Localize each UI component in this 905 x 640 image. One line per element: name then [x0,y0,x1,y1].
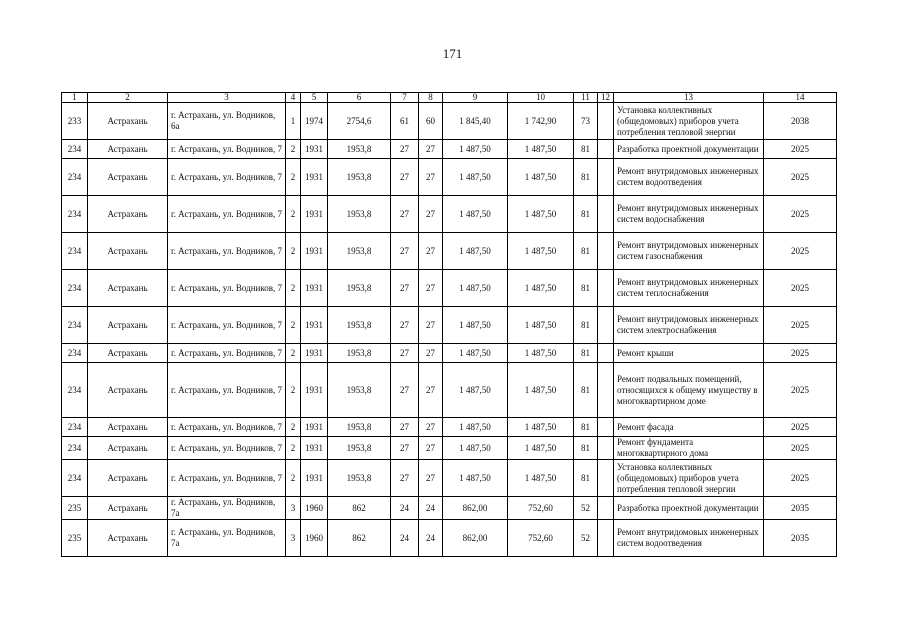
cell-address: г. Астрахань, ул. Водников, 7 [168,140,286,159]
cell-work-type: Разработка проектной документации [614,497,764,520]
cell-area: 1953,8 [328,270,391,307]
cell-apartments: 27 [391,418,419,437]
cell-apartments: 27 [391,233,419,270]
cell-extra [598,344,614,363]
cell-work-type: Ремонт крыши [614,344,764,363]
cell-city: Астрахань [88,363,168,418]
cell-residents: 27 [419,233,443,270]
cell-build-year: 1931 [301,196,328,233]
cell-apartments: 24 [391,520,419,557]
cell-residents: 27 [419,363,443,418]
cell-area: 1953,8 [328,140,391,159]
cell-wear-percent: 81 [574,270,598,307]
cell-extra [598,437,614,460]
cell-apartments: 61 [391,103,419,140]
cell-planned-year: 2025 [764,270,837,307]
cell-address: г. Астрахань, ул. Водников, 7 [168,307,286,344]
cell-address: г. Астрахань, ул. Водников, 6а [168,103,286,140]
cell-residents: 27 [419,460,443,497]
cell-apartments: 27 [391,344,419,363]
cell-apartments: 27 [391,363,419,418]
cell-category: 2 [286,307,301,344]
cell-area: 2754,6 [328,103,391,140]
cell-residents: 60 [419,103,443,140]
cell-address: г. Астрахань, ул. Водников, 7 [168,159,286,196]
cell-category: 2 [286,460,301,497]
column-number-header: 2 [88,93,168,103]
cell-extra [598,520,614,557]
cell-residents: 24 [419,520,443,557]
column-number-header: 13 [614,93,764,103]
cell-category: 2 [286,437,301,460]
table-row [62,140,837,159]
cell-category: 2 [286,270,301,307]
cell-cost-total: 1 487,50 [443,418,508,437]
cell-wear-percent: 52 [574,520,598,557]
cell-wear-percent: 81 [574,233,598,270]
cell-city: Астрахань [88,344,168,363]
cell-cost-total: 1 487,50 [443,344,508,363]
cell-planned-year: 2038 [764,103,837,140]
cell-address: г. Астрахань, ул. Водников, 7 [168,418,286,437]
cell-cost-limit: 1 487,50 [508,418,574,437]
cell-work-type: Ремонт внутридомовых инженерных систем водоотведения [614,159,764,196]
table-row [62,363,837,418]
cell-extra [598,159,614,196]
cell-residents: 27 [419,159,443,196]
cell-build-year: 1931 [301,437,328,460]
cell-row-number: 234 [62,418,88,437]
cell-wear-percent: 81 [574,344,598,363]
cell-wear-percent: 81 [574,196,598,233]
table-row [62,103,837,140]
cell-wear-percent: 81 [574,363,598,418]
cell-city: Астрахань [88,140,168,159]
cell-area: 862 [328,520,391,557]
cell-area: 1953,8 [328,363,391,418]
cell-build-year: 1931 [301,344,328,363]
cell-area: 1953,8 [328,159,391,196]
table-row [62,520,837,557]
cell-city: Астрахань [88,270,168,307]
cell-address: г. Астрахань, ул. Водников, 7а [168,497,286,520]
cell-row-number: 234 [62,233,88,270]
cell-row-number: 234 [62,307,88,344]
cell-work-type: Ремонт внутридомовых инженерных систем водоотведения [614,520,764,557]
column-number-header: 8 [419,93,443,103]
cell-work-type: Ремонт внутридомовых инженерных систем электроснабжения [614,307,764,344]
cell-build-year: 1960 [301,520,328,557]
cell-area: 1953,8 [328,233,391,270]
column-number-header: 7 [391,93,419,103]
header-row [62,93,837,103]
cell-wear-percent: 81 [574,418,598,437]
cell-row-number: 234 [62,363,88,418]
cell-residents: 24 [419,497,443,520]
table-row [62,437,837,460]
cell-cost-total: 1 487,50 [443,159,508,196]
column-number-header: 11 [574,93,598,103]
cell-wear-percent: 81 [574,307,598,344]
cell-address: г. Астрахань, ул. Водников, 7а [168,520,286,557]
cell-category: 3 [286,497,301,520]
cell-area: 1953,8 [328,344,391,363]
cell-city: Астрахань [88,437,168,460]
cell-apartments: 27 [391,307,419,344]
cell-cost-limit: 1 487,50 [508,363,574,418]
cell-work-type: Ремонт подвальных помещений, относящихся к общему имуществу в многоквартирном доме [614,363,764,418]
cell-extra [598,196,614,233]
cell-category: 2 [286,418,301,437]
cell-planned-year: 2025 [764,437,837,460]
cell-planned-year: 2035 [764,497,837,520]
page-number: 171 [442,46,463,61]
column-number-header: 4 [286,93,301,103]
cell-extra [598,233,614,270]
cell-residents: 27 [419,307,443,344]
cell-work-type: Ремонт внутридомовых инженерных систем газоснабжения [614,233,764,270]
cell-cost-total: 862,00 [443,520,508,557]
cell-apartments: 27 [391,460,419,497]
cell-city: Астрахань [88,103,168,140]
cell-row-number: 234 [62,196,88,233]
column-number-header: 14 [764,93,837,103]
cell-extra [598,270,614,307]
cell-cost-total: 1 845,40 [443,103,508,140]
cell-wear-percent: 73 [574,103,598,140]
cell-residents: 27 [419,344,443,363]
cell-category: 1 [286,103,301,140]
cell-cost-total: 862,00 [443,497,508,520]
cell-residents: 27 [419,437,443,460]
cell-planned-year: 2025 [764,363,837,418]
cell-planned-year: 2025 [764,307,837,344]
table-row [62,233,837,270]
cell-residents: 27 [419,270,443,307]
cell-apartments: 27 [391,437,419,460]
cell-cost-limit: 1 487,50 [508,307,574,344]
cell-wear-percent: 81 [574,140,598,159]
cell-cost-limit: 1 742,90 [508,103,574,140]
cell-work-type: Установка коллективных (общедомовых) приборов учета потребления тепловой энергии [614,103,764,140]
cell-cost-limit: 752,60 [508,520,574,557]
cell-row-number: 235 [62,520,88,557]
cell-work-type: Ремонт внутридомовых инженерных систем водоснабжения [614,196,764,233]
cell-row-number: 234 [62,270,88,307]
capital-repair-table [61,92,837,557]
cell-cost-total: 1 487,50 [443,460,508,497]
table-row [62,418,837,437]
cell-build-year: 1931 [301,233,328,270]
column-number-header: 1 [62,93,88,103]
table-row [62,460,837,497]
cell-category: 2 [286,159,301,196]
cell-build-year: 1931 [301,363,328,418]
cell-city: Астрахань [88,520,168,557]
cell-extra [598,418,614,437]
cell-planned-year: 2025 [764,233,837,270]
cell-cost-limit: 1 487,50 [508,270,574,307]
cell-category: 2 [286,363,301,418]
table-row [62,270,837,307]
cell-area: 1953,8 [328,307,391,344]
cell-cost-total: 1 487,50 [443,363,508,418]
cell-work-type: Ремонт внутридомовых инженерных систем теплоснабжения [614,270,764,307]
table-row [62,159,837,196]
cell-city: Астрахань [88,418,168,437]
cell-wear-percent: 81 [574,437,598,460]
cell-city: Астрахань [88,460,168,497]
cell-cost-limit: 1 487,50 [508,140,574,159]
cell-category: 2 [286,140,301,159]
cell-area: 1953,8 [328,418,391,437]
table-row [62,307,837,344]
cell-cost-limit: 1 487,50 [508,233,574,270]
cell-cost-limit: 752,60 [508,497,574,520]
cell-extra [598,307,614,344]
column-number-header: 10 [508,93,574,103]
cell-row-number: 233 [62,103,88,140]
column-number-header: 9 [443,93,508,103]
cell-address: г. Астрахань, ул. Водников, 7 [168,363,286,418]
cell-category: 2 [286,233,301,270]
cell-apartments: 27 [391,159,419,196]
cell-build-year: 1931 [301,460,328,497]
cell-residents: 27 [419,196,443,233]
cell-cost-limit: 1 487,50 [508,460,574,497]
cell-planned-year: 2025 [764,344,837,363]
cell-extra [598,363,614,418]
cell-residents: 27 [419,418,443,437]
cell-city: Астрахань [88,159,168,196]
cell-build-year: 1931 [301,159,328,196]
cell-row-number: 234 [62,344,88,363]
cell-area: 1953,8 [328,196,391,233]
cell-work-type: Установка коллективных (общедомовых) приборов учета потребления тепловой энергии [614,460,764,497]
cell-build-year: 1931 [301,140,328,159]
cell-apartments: 24 [391,497,419,520]
cell-address: г. Астрахань, ул. Водников, 7 [168,196,286,233]
cell-category: 2 [286,196,301,233]
cell-planned-year: 2025 [764,196,837,233]
cell-work-type: Разработка проектной документации [614,140,764,159]
cell-cost-limit: 1 487,50 [508,196,574,233]
cell-wear-percent: 81 [574,460,598,497]
cell-row-number: 234 [62,159,88,196]
cell-cost-total: 1 487,50 [443,307,508,344]
cell-extra [598,497,614,520]
cell-cost-limit: 1 487,50 [508,344,574,363]
cell-category: 3 [286,520,301,557]
cell-area: 1953,8 [328,437,391,460]
cell-cost-limit: 1 487,50 [508,159,574,196]
cell-row-number: 235 [62,497,88,520]
cell-apartments: 27 [391,140,419,159]
cell-residents: 27 [419,140,443,159]
cell-apartments: 27 [391,196,419,233]
cell-apartments: 27 [391,270,419,307]
cell-build-year: 1931 [301,307,328,344]
cell-extra [598,103,614,140]
cell-planned-year: 2025 [764,140,837,159]
cell-work-type: Ремонт фундамента многоквартирного дома [614,437,764,460]
table-row [62,344,837,363]
cell-row-number: 234 [62,437,88,460]
column-number-header: 5 [301,93,328,103]
cell-extra [598,140,614,159]
cell-city: Астрахань [88,233,168,270]
cell-area: 862 [328,497,391,520]
cell-build-year: 1931 [301,418,328,437]
cell-row-number: 234 [62,460,88,497]
cell-planned-year: 2035 [764,520,837,557]
cell-cost-total: 1 487,50 [443,437,508,460]
cell-row-number: 234 [62,140,88,159]
cell-city: Астрахань [88,196,168,233]
cell-area: 1953,8 [328,460,391,497]
cell-cost-total: 1 487,50 [443,233,508,270]
cell-cost-total: 1 487,50 [443,270,508,307]
cell-address: г. Астрахань, ул. Водников, 7 [168,344,286,363]
column-number-header: 3 [168,93,286,103]
cell-build-year: 1931 [301,270,328,307]
cell-wear-percent: 52 [574,497,598,520]
cell-city: Астрахань [88,497,168,520]
cell-category: 2 [286,344,301,363]
cell-cost-total: 1 487,50 [443,140,508,159]
cell-planned-year: 2025 [764,418,837,437]
cell-extra [598,460,614,497]
cell-address: г. Астрахань, ул. Водников, 7 [168,233,286,270]
table-row [62,196,837,233]
cell-work-type: Ремонт фасада [614,418,764,437]
cell-city: Астрахань [88,307,168,344]
cell-address: г. Астрахань, ул. Водников, 7 [168,270,286,307]
cell-planned-year: 2025 [764,460,837,497]
cell-address: г. Астрахань, ул. Водников, 7 [168,460,286,497]
cell-build-year: 1974 [301,103,328,140]
cell-build-year: 1960 [301,497,328,520]
column-number-header: 12 [598,93,614,103]
cell-planned-year: 2025 [764,159,837,196]
column-number-header: 6 [328,93,391,103]
cell-address: г. Астрахань, ул. Водников, 7 [168,437,286,460]
cell-wear-percent: 81 [574,159,598,196]
cell-cost-limit: 1 487,50 [508,437,574,460]
cell-cost-total: 1 487,50 [443,196,508,233]
table-row [62,497,837,520]
